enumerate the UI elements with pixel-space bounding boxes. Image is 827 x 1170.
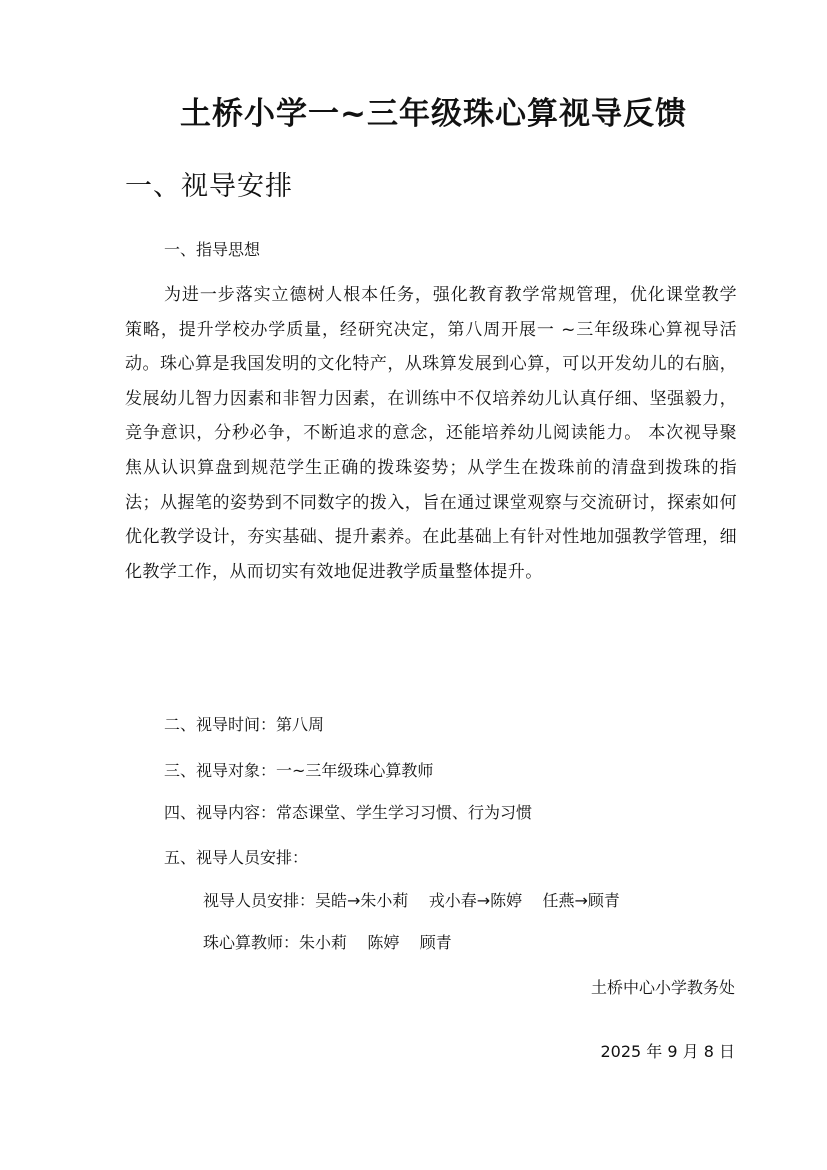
document-title: 土桥小学一~三年级珠心算视导反馈: [180, 96, 687, 132]
abacus-teachers: 珠心算教师：朱小莉 陈婷 顾青: [203, 933, 452, 952]
inspection-time: 二、视导时间：第八周: [164, 715, 325, 734]
inspection-target: 三、视导对象：一~三年级珠心算教师: [164, 761, 434, 780]
inspection-content: 四、视导内容：常态课堂、学生学习习惯、行为习惯: [164, 803, 533, 822]
guiding-thought-paragraph: 为进一步落实立德树人根本任务，强化教育教学常规管理，优化课堂教学策略，提升学校办学质量，经研究决定，第八周开展一 ~三年级珠心算视导活动。珠心算是我国发明的文化特产，从珠算发展到心算，可以开发幼儿的右脑，发展幼儿智力因素和非智力因素，在训练中不仅培养幼儿认真仔细、坚强毅力，竞争意识，分秒必争，不断追求的意念，还能培养幼儿阅读能力。 本次视导聚焦从认识算盘到规范学生正确的拨珠姿势；从学生在拨珠前的清盘到拨珠的指法；从握笔的姿势到不同数字的拨入，旨在通过课堂观察与交流研讨，探索如何优化教学设计，夯实基础、提升素养。在此基础上有针对性地加强教学管理，细化教学工作，从而切实有效地促进教学质量整体提升。: [125, 285, 737, 582]
section-heading: 一、视导安排: [125, 171, 293, 202]
guiding-thought-label: 一、指导思想: [164, 240, 261, 259]
signature-date: 2025 年 9 月 8 日: [600, 1042, 735, 1061]
staff-arrangement-label: 五、视导人员安排：: [164, 848, 309, 867]
signature-office: 土桥中心小学教务处: [590, 978, 735, 997]
staff-assignment: 视导人员安排：吴皓→朱小莉 戎小春→陈婷 任燕→顾青: [203, 891, 620, 910]
